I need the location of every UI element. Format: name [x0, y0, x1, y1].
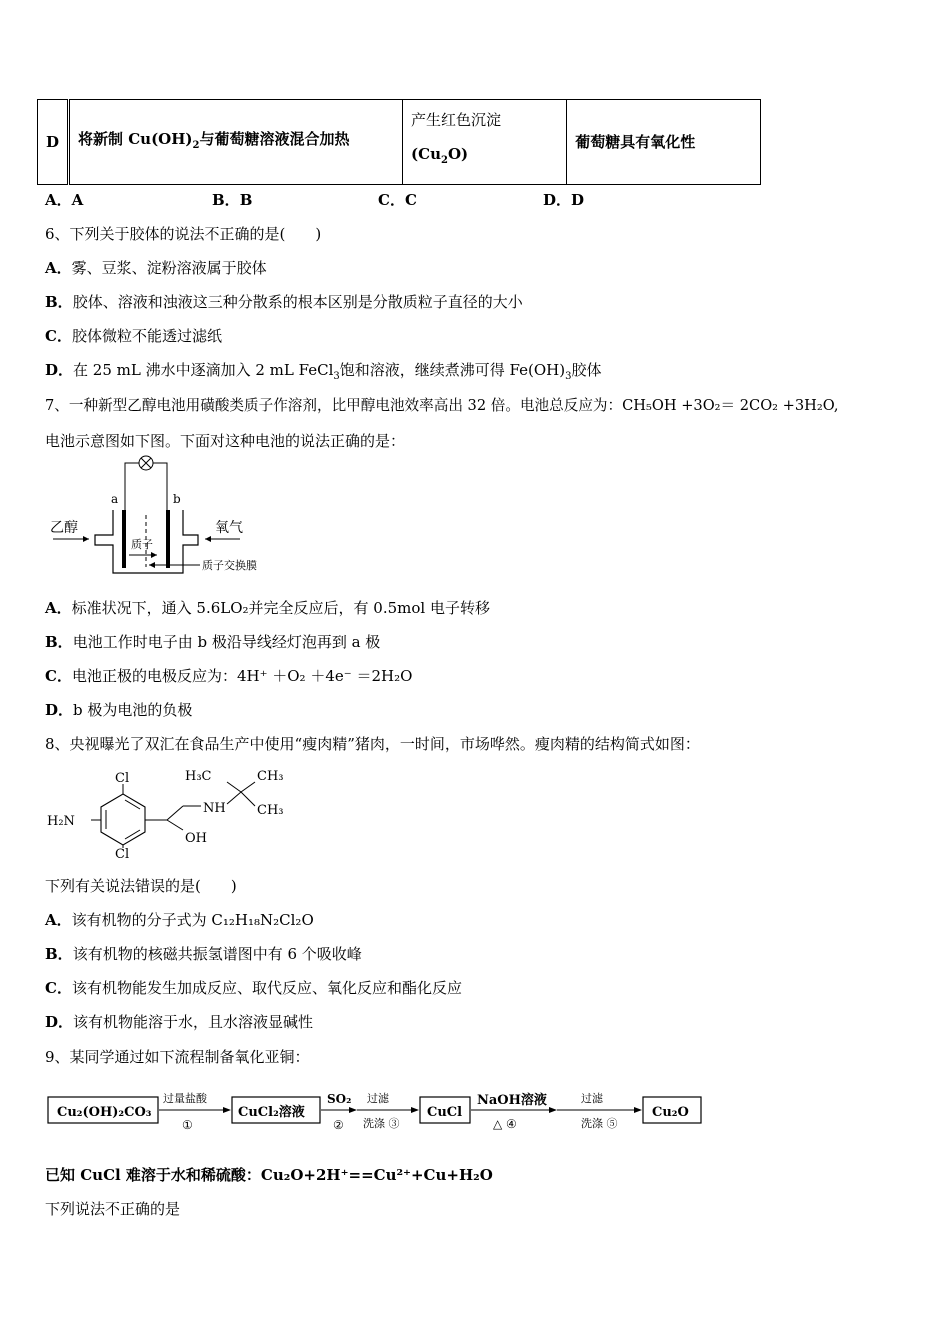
ethanol-label: 乙醇 — [50, 520, 78, 536]
clenbuterol-structure — [45, 762, 305, 862]
oxygen-label: 氧气 — [215, 520, 243, 536]
q8-sub-stem: 下列有关说法错误的是( ) — [45, 877, 237, 895]
proton-label: 质子 — [131, 538, 153, 551]
q7-option-a: A．标准状况下，通入 5.6LO₂并完全反应后，有 0.5mol 电子转移 — [45, 599, 490, 617]
arrow3-top: 过滤 — [367, 1092, 389, 1105]
oh-label: OH — [185, 831, 207, 846]
electrode-b — [166, 510, 170, 568]
q8-option-c: C．该有机物能发生加成反应、取代反应、氧化反应和酯化反应 — [45, 979, 462, 997]
answer-table — [37, 99, 761, 185]
table-cell-phenomenon-1: 产生红色沉淀 — [403, 100, 567, 137]
q7-option-d: D．b 极为电池的负极 — [45, 701, 193, 719]
q6-option-a: A．雾、豆浆、淀粉溶液属于胶体 — [45, 259, 267, 277]
arrow2-top: SO₂ — [327, 1092, 352, 1106]
q9-sub-stem: 下列说法不正确的是 — [45, 1200, 181, 1218]
q8-stem: 8、央视曝光了双汇在食品生产中使用“瘦肉精”猪肉，一时间，市场哗然。瘦肉精的结构简式如图： — [45, 735, 700, 753]
cl-bottom-label: Cl — [115, 847, 130, 862]
ch3-b-label: CH₃ — [257, 803, 284, 818]
flow-box-cucl2: CuCl₂溶液 — [238, 1105, 305, 1120]
q6-stem: 6、下列关于胶体的说法不正确的是( ) — [45, 225, 322, 243]
arrow1-bottom: ① — [182, 1118, 193, 1132]
table-row — [38, 100, 761, 137]
q7-option-b: B．电池工作时电子由 b 极沿导线经灯泡再到 a 极 — [45, 633, 381, 651]
q8-option-d: D．该有机物能溶于水，且水溶液显碱性 — [45, 1013, 314, 1031]
flow-box-cu2oh2co3: Cu₂(OH)₂CO₃ — [57, 1105, 152, 1120]
q8-option-a: A．该有机物的分子式为 C₁₂H₁₈N₂Cl₂O — [45, 911, 314, 929]
arrow4-top: NaOH溶液 — [477, 1093, 547, 1108]
q5-option-b: B．B — [212, 191, 253, 209]
battery-diagram — [45, 455, 285, 585]
flow-box-cucl: CuCl — [427, 1105, 463, 1120]
arrow3-bottom: 洗涤 ③ — [363, 1117, 400, 1130]
cl-top-label: Cl — [115, 771, 130, 786]
flow-box-cu2o: Cu₂O — [652, 1105, 689, 1120]
q9-flowchart — [45, 1085, 710, 1135]
table-cell-conclusion: 葡萄糖具有氧化性 — [567, 100, 761, 185]
arrow5-bottom: 洗涤 ⑤ — [581, 1117, 618, 1130]
q5-option-d: D．D — [543, 191, 585, 209]
q6-option-c: C．胶体微粒不能透过滤纸 — [45, 327, 222, 345]
ch3-a-label: CH₃ — [257, 769, 284, 784]
q5-option-c: C．C — [378, 191, 417, 209]
q7-option-c: C．电池正极的电极反应为：4H⁺ ＋O₂ ＋4e⁻ ＝2H₂O — [45, 667, 413, 685]
nh-label: NH — [203, 801, 226, 816]
electrode-b-label: b — [173, 492, 181, 506]
membrane-label: 质子交换膜 — [202, 559, 257, 572]
q9-known: 已知 CuCl 难溶于水和稀硫酸：Cu₂O+2H⁺==Cu²⁺+Cu+H₂O — [45, 1166, 493, 1184]
q8-option-b: B．该有机物的核磁共振氢谱图中有 6 个吸收峰 — [45, 945, 362, 963]
arrow1-top: 过量盐酸 — [163, 1092, 207, 1105]
q9-stem: 9、某同学通过如下流程制备氧化亚铜： — [45, 1048, 310, 1066]
q7-stem-line2: 电池示意图如下图。下面对这种电池的说法正确的是： — [45, 432, 406, 450]
q5-option-a: A．A — [45, 191, 84, 209]
table-cell-label: D — [38, 100, 69, 185]
table-cell-phenomenon-2: $(Cu_2O)$ — [403, 136, 567, 184]
q7-stem: 7、一种新型乙醇电池用磺酸类质子作溶剂，比甲醇电池效率高出 32 倍。电池总反应为：CH₅OH +3O₂＝ 2CO₂ +3H₂O, — [45, 397, 839, 414]
h2n-label: H₂N — [47, 814, 75, 829]
table-cell-operation: 将新制 $Cu(OH)_2$与葡萄糖溶液混合加热 — [69, 100, 403, 185]
h3c-label: H₃C — [185, 769, 212, 784]
q6-option-b: B．胶体、溶液和浊液这三种分散系的根本区别是分散质粒子直径的大小 — [45, 293, 523, 311]
arrow4-bottom: △ ④ — [493, 1117, 517, 1131]
electrode-a — [122, 510, 126, 568]
electrode-a-label: a — [111, 492, 119, 506]
arrow2-bottom: ② — [333, 1118, 344, 1132]
arrow5-top: 过滤 — [581, 1092, 603, 1105]
q6-option-d: D．在 25 mL 沸水中逐滴加入 2 mL FeCl$_3$饱和溶液，继续煮沸可得 $Fe(OH)_3$胶体 — [45, 361, 602, 382]
